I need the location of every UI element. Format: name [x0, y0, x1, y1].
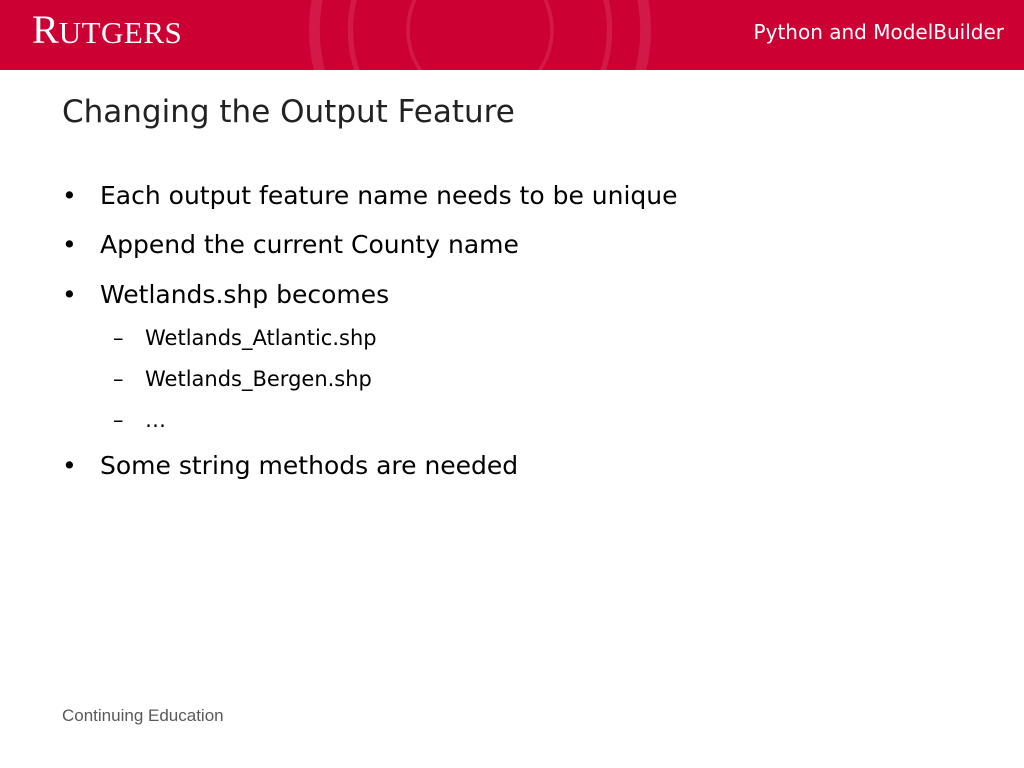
course-title: Python and ModelBuilder [753, 20, 1004, 44]
sub-bullet-text: Wetlands_Atlantic.shp [145, 326, 377, 350]
bullet-marker: • [62, 230, 77, 259]
logo-initial: R [32, 7, 59, 52]
sub-bullet-marker: – [113, 367, 124, 391]
sub-bullet-text: … [145, 408, 166, 432]
bullet-text: Append the current County name [100, 230, 519, 259]
bullet-marker: • [62, 451, 77, 480]
logo-rest: UTGERS [58, 15, 183, 50]
sub-bullet-marker: – [113, 326, 124, 350]
footer-text: Continuing Education [62, 706, 224, 725]
slide-title: Changing the Output Feature [62, 94, 515, 130]
sub-bullet-text: Wetlands_Bergen.shp [145, 367, 372, 391]
sub-bullet-marker: – [113, 408, 124, 432]
bullet-text: Each output feature name needs to be unique [100, 181, 678, 210]
bullet-marker: • [62, 181, 77, 210]
bullet-text: Some string methods are needed [100, 451, 519, 480]
bullet-marker: • [62, 280, 77, 309]
bullet-text: Wetlands.shp becomes [100, 280, 390, 309]
